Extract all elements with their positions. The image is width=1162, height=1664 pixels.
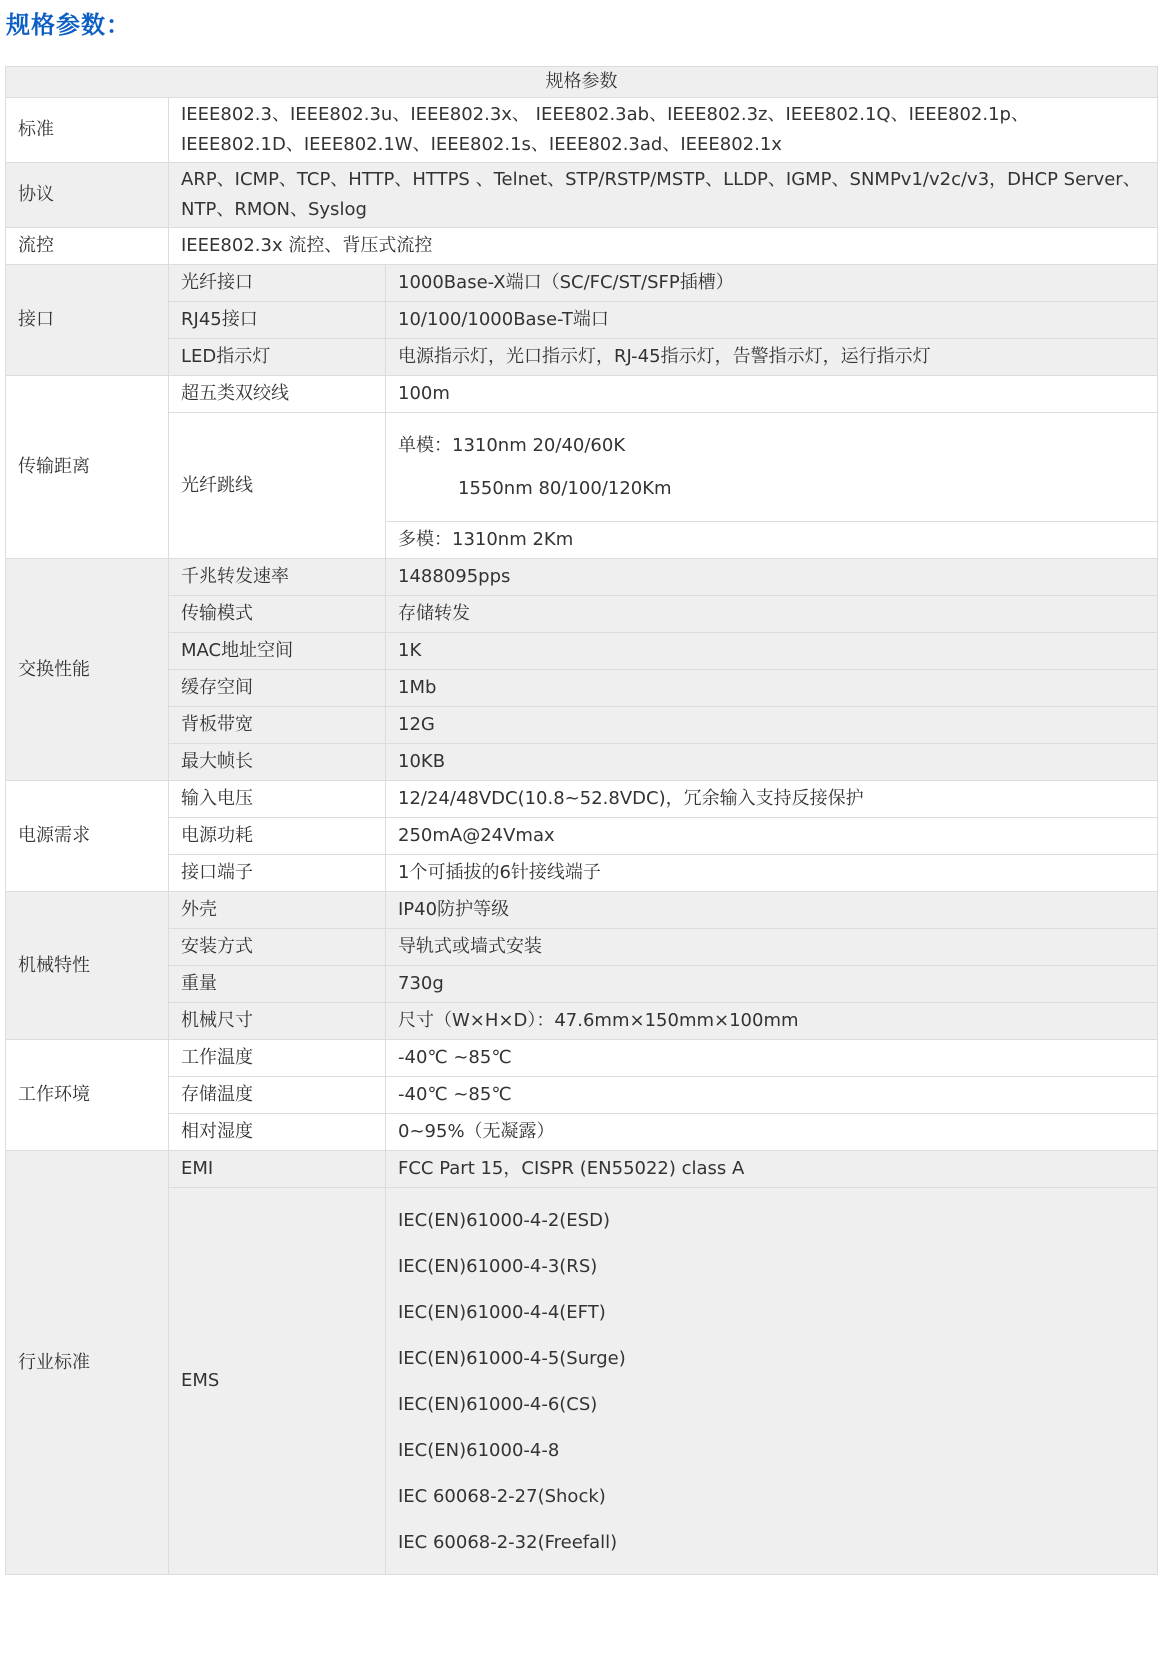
param-value: FCC Part 15，CISPR (EN55022) class A — [386, 1151, 1158, 1188]
param-value: 1个可插拔的6针接线端子 — [386, 855, 1158, 892]
param-value: 电源指示灯，光口指示灯，RJ-45指示灯，告警指示灯，运行指示灯 — [386, 339, 1158, 376]
param-name: 光纤跳线 — [169, 413, 386, 559]
param-value: 10KB — [386, 744, 1158, 781]
singlemode-line-1: 单模：1310nm 20/40/60K — [398, 435, 626, 456]
table-row — [6, 98, 1158, 163]
protocol-value: ARP、ICMP、TCP、HTTP、HTTPS 、Telnet、STP/RSTP/MSTP、LLDP、IGMP、SNMPv1/v2c/v3，DHCP Server、NTP、RMON、Syslog — [169, 163, 1158, 228]
param-value-ems — [386, 1188, 1158, 1575]
singlemode-line-2: 1550nm 80/100/120Km — [458, 478, 672, 499]
param-name: 光纤接口 — [169, 265, 386, 302]
table-row — [6, 855, 1158, 892]
group-label-power: 电源需求 — [6, 781, 169, 892]
param-value: 1000Base-X端口（SC/FC/ST/SFP插槽） — [386, 265, 1158, 302]
param-name: 工作温度 — [169, 1040, 386, 1077]
param-value: -40℃ ~85℃ — [386, 1077, 1158, 1114]
table-row — [6, 1188, 1158, 1575]
ems-standard: IEC(EN)61000-4-4(EFT) — [398, 1302, 606, 1323]
table-row — [6, 302, 1158, 339]
param-value: 12G — [386, 707, 1158, 744]
table-row — [6, 1003, 1158, 1040]
table-row — [6, 163, 1158, 228]
table-row — [6, 1151, 1158, 1188]
spec-table — [5, 66, 1158, 1575]
table-row — [6, 781, 1158, 818]
table-row — [6, 596, 1158, 633]
param-name: 存储温度 — [169, 1077, 386, 1114]
param-name: 重量 — [169, 966, 386, 1003]
flow-value: IEEE802.3x 流控、背压式流控 — [169, 228, 1158, 265]
param-value: 存储转发 — [386, 596, 1158, 633]
param-name: 安装方式 — [169, 929, 386, 966]
table-row — [6, 670, 1158, 707]
param-name: EMS — [169, 1188, 386, 1575]
ems-standard: IEC(EN)61000-4-8 — [398, 1440, 560, 1461]
ems-standard: IEC(EN)61000-4-2(ESD) — [398, 1210, 610, 1231]
param-value: 尺寸（W×H×D）：47.6mm×150mm×100mm — [386, 1003, 1158, 1040]
table-row — [6, 929, 1158, 966]
ems-standard: IEC 60068-2-32(Freefall) — [398, 1532, 618, 1553]
table-row — [6, 1077, 1158, 1114]
ems-standard: IEC(EN)61000-4-5(Surge) — [398, 1348, 626, 1369]
param-value: 10/100/1000Base-T端口 — [386, 302, 1158, 339]
table-row — [6, 818, 1158, 855]
param-name: 传输模式 — [169, 596, 386, 633]
table-row — [6, 413, 1158, 522]
param-name: 外壳 — [169, 892, 386, 929]
param-name: 缓存空间 — [169, 670, 386, 707]
param-value: 730g — [386, 966, 1158, 1003]
param-name: 输入电压 — [169, 781, 386, 818]
param-value: 1488095pps — [386, 559, 1158, 596]
param-name: 最大帧长 — [169, 744, 386, 781]
param-value: 12/24/48VDC(10.8~52.8VDC)，冗余输入支持反接保护 — [386, 781, 1158, 818]
row-label-protocol: 协议 — [6, 163, 169, 228]
table-row — [6, 339, 1158, 376]
table-row — [6, 892, 1158, 929]
table-row — [6, 1040, 1158, 1077]
param-value: IP40防护等级 — [386, 892, 1158, 929]
group-label-environment: 工作环境 — [6, 1040, 169, 1151]
row-label-flow: 流控 — [6, 228, 169, 265]
ems-standard: IEC(EN)61000-4-6(CS) — [398, 1394, 598, 1415]
table-caption-row — [6, 67, 1158, 98]
group-label-industry: 行业标准 — [6, 1151, 169, 1575]
group-label-switching: 交换性能 — [6, 559, 169, 781]
ems-standard: IEC(EN)61000-4-3(RS) — [398, 1256, 598, 1277]
table-row — [6, 265, 1158, 302]
param-name: LED指示灯 — [169, 339, 386, 376]
param-name: 机械尺寸 — [169, 1003, 386, 1040]
table-row — [6, 744, 1158, 781]
param-value: 100m — [386, 376, 1158, 413]
param-value: 1K — [386, 633, 1158, 670]
ems-standard: IEC 60068-2-27(Shock) — [398, 1486, 606, 1507]
group-label-interface: 接口 — [6, 265, 169, 376]
param-name: EMI — [169, 1151, 386, 1188]
param-value: 1Mb — [386, 670, 1158, 707]
param-name: 接口端子 — [169, 855, 386, 892]
standard-value: IEEE802.3、IEEE802.3u、IEEE802.3x、 IEEE802.3ab、IEEE802.3z、IEEE802.1Q、IEEE802.1p、IEEE802.1D、IEEE802.1W、IEEE802.1s、IEEE802.3ad、IEEE802.1x — [169, 98, 1158, 163]
param-name: 背板带宽 — [169, 707, 386, 744]
param-name: MAC地址空间 — [169, 633, 386, 670]
param-value-singlemode — [386, 413, 1158, 522]
group-label-mechanical: 机械特性 — [6, 892, 169, 1040]
table-caption: 规格参数 — [6, 67, 1158, 98]
param-value: -40℃ ~85℃ — [386, 1040, 1158, 1077]
param-name: 千兆转发速率 — [169, 559, 386, 596]
table-row — [6, 966, 1158, 1003]
row-label-standard: 标准 — [6, 98, 169, 163]
param-name: RJ45接口 — [169, 302, 386, 339]
table-row — [6, 559, 1158, 596]
table-row — [6, 633, 1158, 670]
param-value: 导轨式或墙式安装 — [386, 929, 1158, 966]
table-row — [6, 1114, 1158, 1151]
page-title: 规格参数： — [6, 11, 131, 39]
param-value-multimode: 多模：1310nm 2Km — [386, 522, 1158, 559]
group-label-distance: 传输距离 — [6, 376, 169, 559]
table-row — [6, 376, 1158, 413]
table-row — [6, 228, 1158, 265]
param-name: 相对湿度 — [169, 1114, 386, 1151]
param-value: 0~95%（无凝露） — [386, 1114, 1158, 1151]
param-name: 超五类双绞线 — [169, 376, 386, 413]
param-name: 电源功耗 — [169, 818, 386, 855]
param-value: 250mA@24Vmax — [386, 818, 1158, 855]
table-row — [6, 707, 1158, 744]
